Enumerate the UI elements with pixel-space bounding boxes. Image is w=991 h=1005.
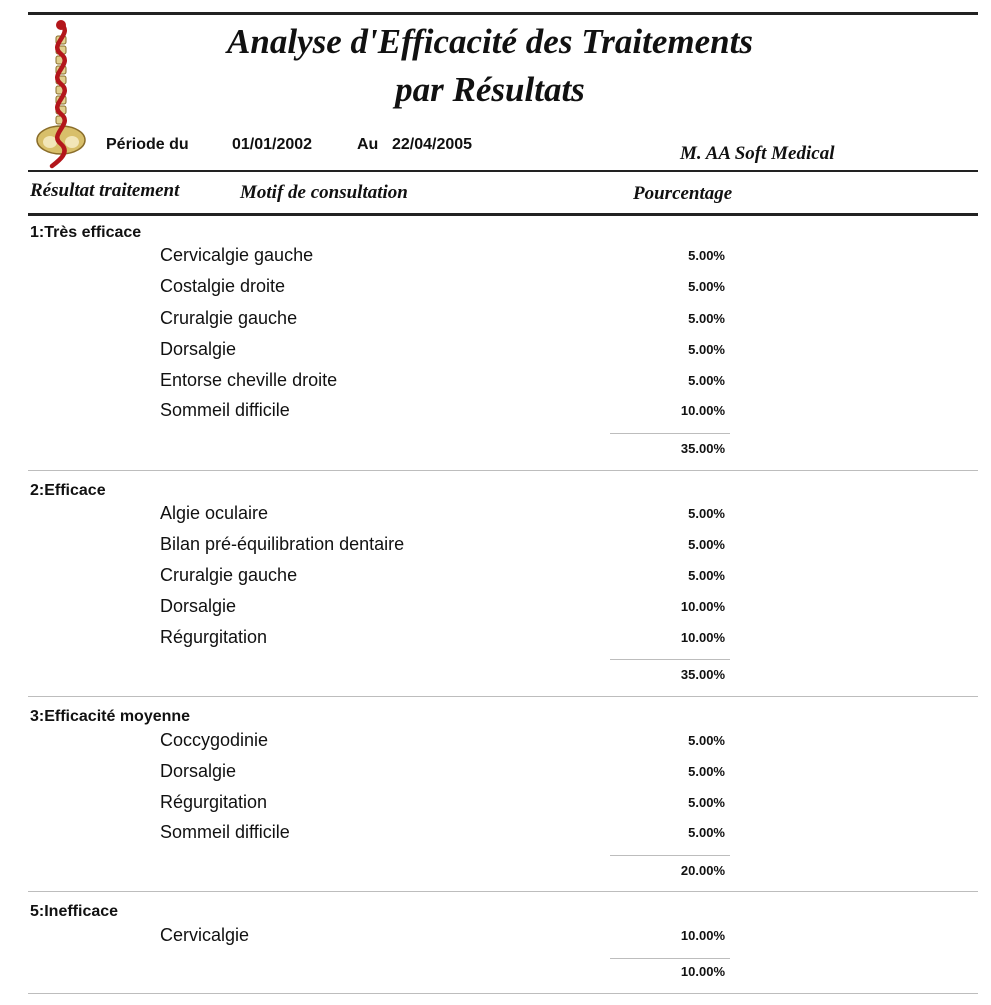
- group-title: 5:Inefficace: [30, 903, 119, 920]
- subtotal-rule: [610, 433, 730, 434]
- list-item-motif: Costalgie droite: [160, 276, 286, 296]
- list-item-motif: Cervicalgie: [160, 925, 250, 945]
- column-header-result: Résultat traitement: [30, 180, 180, 201]
- list-item-percentage: 5.00%: [688, 825, 725, 840]
- list-item-motif: Cruralgie gauche: [160, 565, 298, 585]
- list-item-motif: Algie oculaire: [160, 503, 269, 523]
- period-end: 22/04/2005: [392, 136, 473, 153]
- list-item-percentage: 5.00%: [688, 795, 725, 810]
- group-total: 10.00%: [680, 964, 725, 979]
- group-separator: [28, 696, 978, 697]
- list-item-percentage: 10.00%: [680, 928, 725, 943]
- period-start: 01/01/2002: [232, 136, 313, 153]
- list-item-motif: Cruralgie gauche: [160, 308, 298, 328]
- report-title-line1: Analyse d'Efficacité des Traitements: [227, 22, 753, 61]
- list-item-motif: Cervicalgie gauche: [160, 245, 314, 265]
- group-title: 2:Efficace: [30, 482, 106, 499]
- list-item-motif: Régurgitation: [160, 627, 268, 647]
- group-title: 3:Efficacité moyenne: [30, 708, 191, 725]
- group-separator: [28, 993, 978, 994]
- header-rule-bottom: [28, 213, 978, 216]
- caduceus-spine-icon: [30, 18, 92, 170]
- group-separator: [28, 470, 978, 471]
- list-item-percentage: 5.00%: [688, 568, 725, 583]
- list-item-motif: Sommeil difficile: [160, 400, 290, 420]
- list-item-motif: Coccygodinie: [160, 730, 269, 750]
- period-to-label: Au: [357, 136, 379, 153]
- subtotal-rule: [610, 855, 730, 856]
- list-item-percentage: 5.00%: [688, 279, 725, 294]
- group-total: 20.00%: [680, 863, 725, 878]
- list-item-motif: Dorsalgie: [160, 761, 237, 781]
- list-item-percentage: 5.00%: [688, 537, 725, 552]
- header-rule-top: [28, 170, 978, 172]
- list-item-percentage: 5.00%: [688, 373, 725, 388]
- subtotal-rule: [610, 958, 730, 959]
- list-item-percentage: 5.00%: [688, 248, 725, 263]
- list-item-percentage: 10.00%: [680, 599, 725, 614]
- list-item-percentage: 5.00%: [688, 733, 725, 748]
- period-label: Période du: [106, 136, 189, 153]
- list-item-percentage: 5.00%: [688, 764, 725, 779]
- list-item-percentage: 5.00%: [688, 506, 725, 521]
- list-item-percentage: 5.00%: [688, 311, 725, 326]
- top-rule: [28, 12, 978, 15]
- list-item-motif: Dorsalgie: [160, 596, 237, 616]
- list-item-motif: Entorse cheville droite: [160, 370, 338, 390]
- column-header-motif: Motif de consultation: [240, 182, 408, 203]
- list-item-motif: Dorsalgie: [160, 339, 237, 359]
- group-separator: [28, 891, 978, 892]
- list-item-percentage: 10.00%: [680, 403, 725, 418]
- report-title-line2: par Résultats: [395, 70, 585, 109]
- list-item-motif: Régurgitation: [160, 792, 268, 812]
- subtotal-rule: [610, 659, 730, 660]
- column-header-percentage: Pourcentage: [633, 183, 733, 204]
- list-item-percentage: 5.00%: [688, 342, 725, 357]
- list-item-motif: Bilan pré-équilibration dentaire: [160, 534, 405, 554]
- list-item-percentage: 10.00%: [680, 630, 725, 645]
- group-total: 35.00%: [680, 667, 725, 682]
- organization-name: M. AA Soft Medical: [680, 143, 835, 164]
- group-total: 35.00%: [680, 441, 725, 456]
- group-title: 1:Très efficace: [30, 224, 142, 241]
- list-item-motif: Sommeil difficile: [160, 822, 290, 842]
